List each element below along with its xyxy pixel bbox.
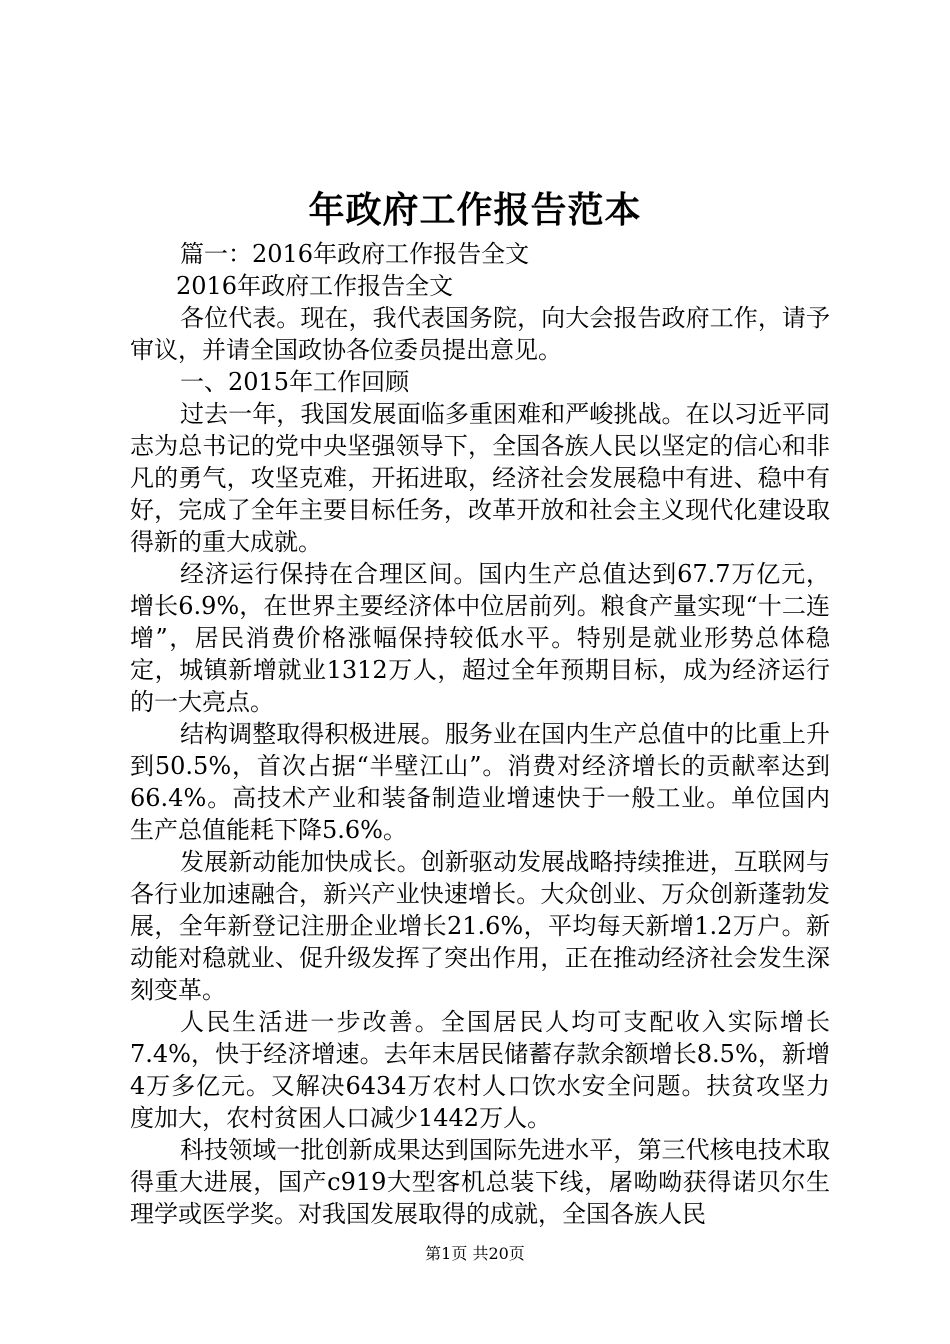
document-body [130, 238, 830, 1230]
paragraph-new-drivers: 发展新动能加快成长。创新驱动发展战略持续推进，互联网与各行业加速融合，新兴产业快速增长。大众创业、万众创新蓬勃发展，全年新登记注册企业增长21.6%，平均每天新增1.2万户。新动能对稳就业、促升级发挥了突出作用，正在推动经济社会发生深刻变革。 [130, 848, 830, 1004]
section-heading-review: 一、2015年工作回顾 [180, 368, 410, 396]
document-title: 年政府工作报告范本 [308, 189, 642, 231]
paragraph-technology: 科技领域一批创新成果达到国际先进水平，第三代核电技术取得重大进展，国产c919大型客机总装下线，屠呦呦获得诺贝尔生理学或医学奖。对我国发展取得的成就，全国各族人民 [130, 1136, 830, 1228]
paragraph-opening: 各位代表。现在，我代表国务院，向大会报告政府工作，请予审议，并请全国政协各位委员提出意见。 [130, 304, 830, 364]
paragraph-structure: 结构调整取得积极进展。服务业在国内生产总值中的比重上升到50.5%，首次占据“半壁江山”。消费对经济增长的贡献率达到66.4%。高技术产业和装备制造业增速快于一般工业。单位国内生产总值能耗下降5.6%。 [130, 720, 830, 844]
paragraph-past-year: 过去一年，我国发展面临多重困难和严峻挑战。在以习近平同志为总书记的党中央坚强领导下，全国各族人民以坚定的信心和非凡的勇气，攻坚克难，开拓进取，经济社会发展稳中有进、稳中有好，完成了全年主要目标任务，改革开放和社会主义现代化建设取得新的重大成就。 [130, 400, 830, 556]
paragraph-livelihood: 人民生活进一步改善。全国居民人均可支配收入实际增长7.4%，快于经济增速。去年末居民储蓄存款余额增长8.5%，新增4万多亿元。又解决6434万农村人口饮水安全问题。扶贫攻坚力度加大，农村贫困人口减少1442万人。 [130, 1008, 830, 1132]
page-footer: 第1页 共20页 [425, 1244, 525, 1263]
paragraph-economy: 经济运行保持在合理区间。国内生产总值达到67.7万亿元，增长6.9%，在世界主要经济体中位居前列。粮食产量实现“十二连增”，居民消费价格涨幅保持较低水平。特别是就业形势总体稳定，城镇新增就业1312万人，超过全年预期目标，成为经济运行的一大亮点。 [130, 560, 830, 716]
section-heading-part-one: 篇一：2016年政府工作报告全文 [180, 240, 530, 268]
subheading-report-title: 2016年政府工作报告全文 [176, 272, 454, 300]
